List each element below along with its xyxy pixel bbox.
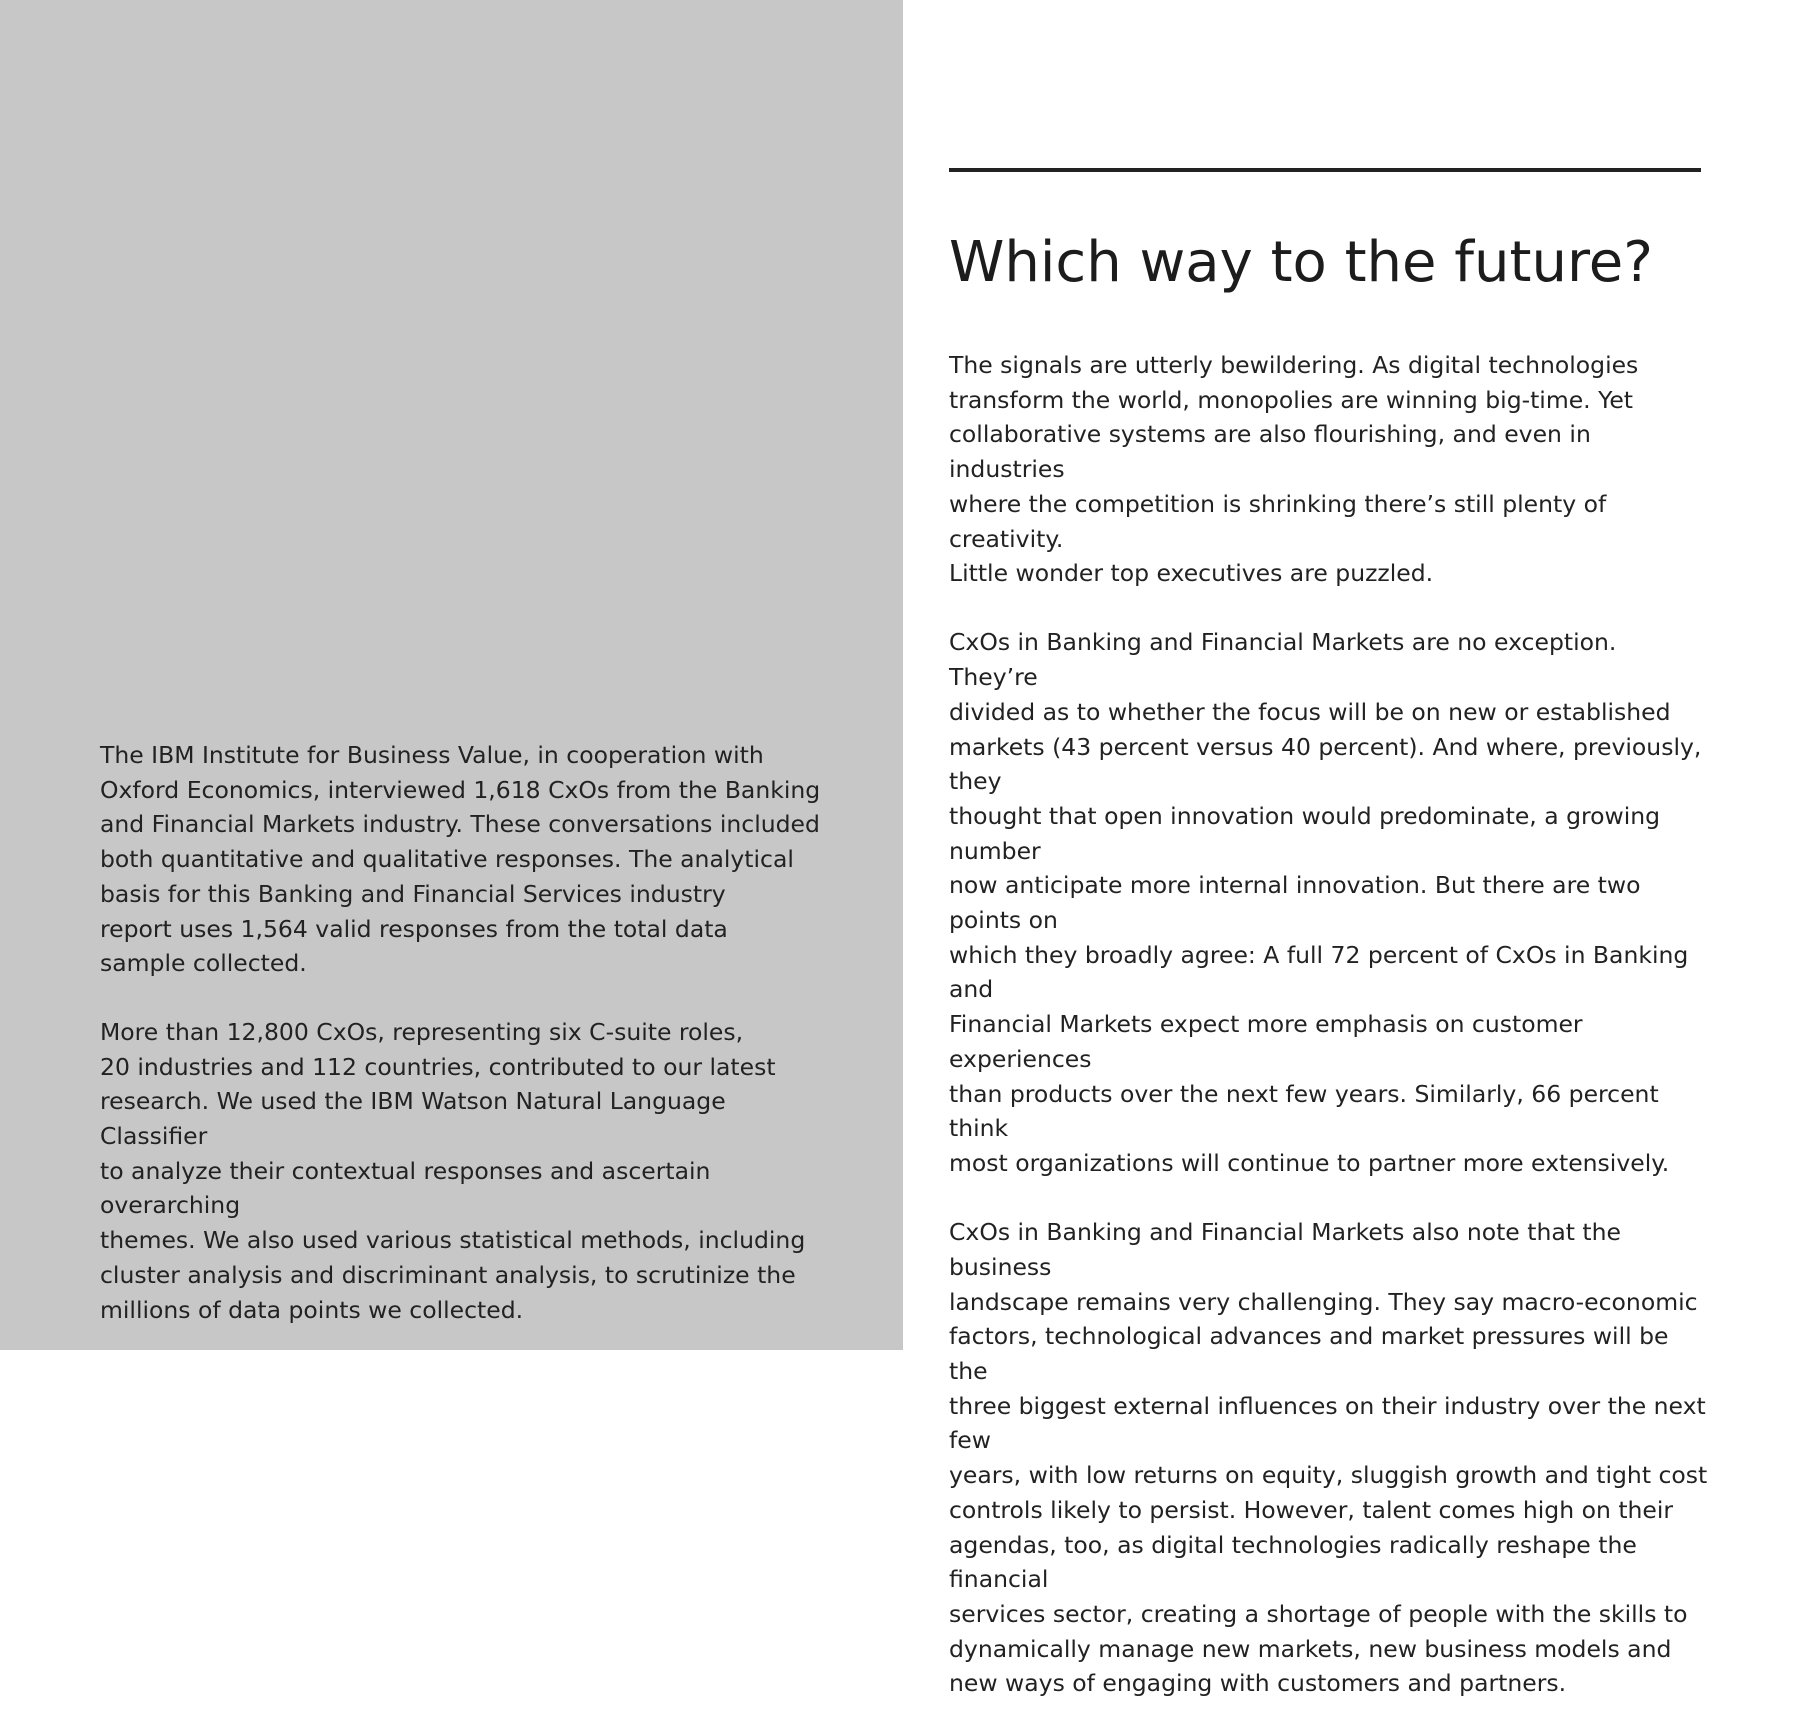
body-text [949, 348, 1709, 1736]
left-gray-panel [0, 0, 903, 1350]
right-content-panel [949, 0, 1709, 1698]
methodology-paragraph: The IBM Institute for Business Value, in cooperation with Oxford Economics, interviewed 1,618 CxOs from the Banking and Financial Markets industry. These conversations included both quantitative and qualitative responses. The analytical basis for this Banking and Financial Services industry report uses 1,564 valid responses from the total data sample collected. [100, 741, 821, 978]
page-title: Which way to the future? [949, 230, 1653, 295]
body-paragraph: CxOs in Banking and Financial Markets also note that the business landscape remains very challenging. They say macro-economic factors, technological advances and market pressures will be the three biggest external influences on their industry over the next few years, with low returns on equity, sluggish growth and tight cost controls likely to persist. However, talent comes high on their agendas, too, as digital technologies radically reshape the financial services sector, creating a shortage of people with the skills to dynamically manage new markets, new business models and new ways of engaging with customers and partners. [949, 1218, 1708, 1698]
body-paragraph: CxOs in Banking and Financial Markets are no exception. They’re divided as to whether the focus will be on new or established markets (43 percent versus 40 percent). And where, previously, they thought that open innovation would predominate, a growing number now anticipate more internal innovation. But there are two points on which they broadly agree: A full 72 percent of CxOs in Banking and Financial Markets expect more emphasis on customer experiences than products over the next few years. Similarly, 66 percent think most organizations will continue to partner more extensively. [949, 628, 1702, 1177]
methodology-paragraph: More than 12,800 CxOs, representing six C-suite roles, 20 industries and 112 countries, contributed to our latest research. We used the IBM Watson Natural Language Classifier to analyze their contextual responses and ascertain overarching themes. We also used various statistical methods, including cluster analysis and discriminant analysis, to scrutinize the millions of data points we collected. [100, 1017, 806, 1324]
body-paragraph: The signals are utterly bewildering. As digital technologies transform the world, monopolies are winning big-time. Yet collaborative systems are also flourishing, and even in industries where the competition is shrinking there’s still plenty of creativity. Little wonder top executives are puzzled. [949, 351, 1639, 588]
methodology-text [100, 738, 840, 1361]
section-divider-rule [949, 168, 1701, 172]
